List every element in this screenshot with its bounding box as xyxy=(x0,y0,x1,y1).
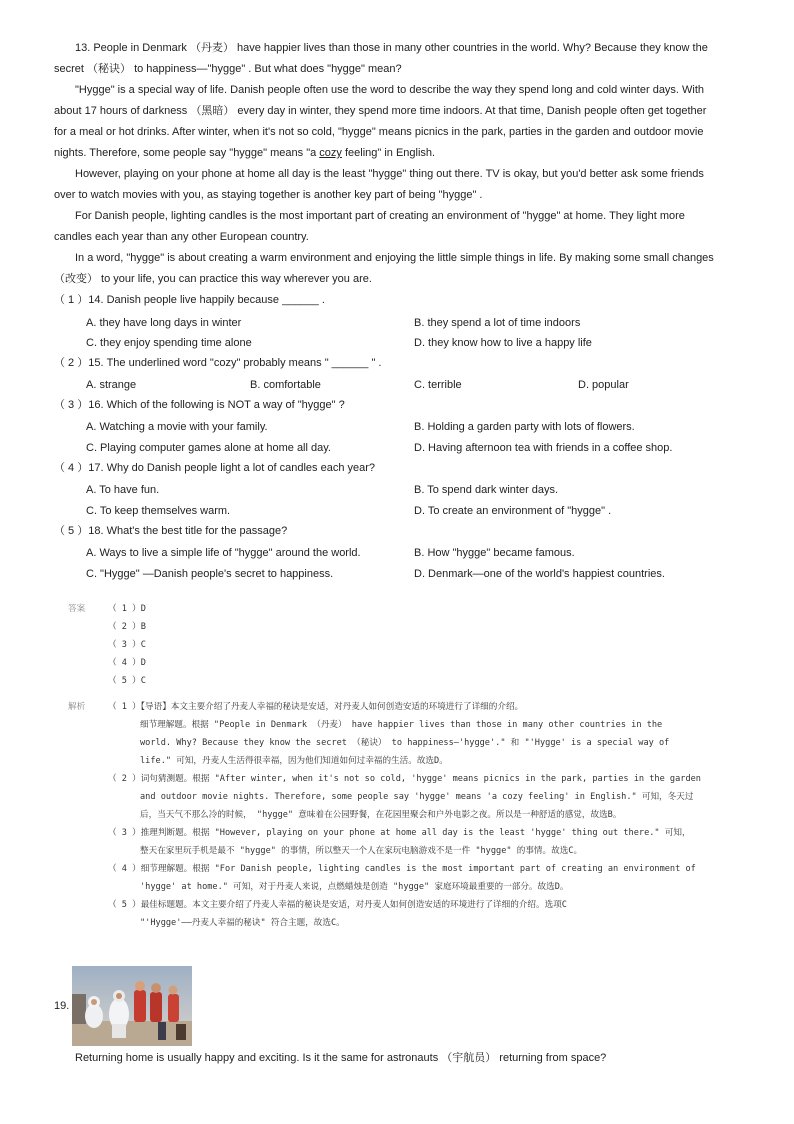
analysis-line: life." 可知，丹麦人生活得很幸福，因为他们知道如何过幸福的生活。故选D。 xyxy=(140,756,448,766)
analysis-line: and outdoor movie nights. Therefore, some people say 'hygge' means 'a cozy feeling' in English." 可知，冬天过 xyxy=(140,792,694,802)
option-a[interactable]: A. To have fun. xyxy=(86,484,160,496)
analysis-line: "'Hygge'——丹麦人幸福的秘诀" 符合主题，故选C。 xyxy=(140,918,345,928)
analysis-line: 细节理解题。根据 "People in Denmark （丹麦） have happier lives than those in many other countries in the xyxy=(140,720,663,730)
passage-line: （改变） to your life, you can practice this way wherever you are. xyxy=(54,273,372,285)
passage-text: feeling" in English. xyxy=(341,147,436,159)
question-stem: （ 4 ）17. Why do Danish people light a lot of candles each year? xyxy=(54,462,376,474)
question-number: 19. xyxy=(54,1000,70,1012)
option-c[interactable]: C. they enjoy spending time alone xyxy=(86,337,252,349)
option-c[interactable]: C. "Hygge" —Danish people's secret to happiness. xyxy=(86,568,334,580)
passage-line: "Hygge" is a special way of life. Danish people often use the word to describe the way they spend long and cold winter days. With xyxy=(75,84,705,96)
option-b[interactable]: B. they spend a lot of time indoors xyxy=(414,317,581,329)
analysis-line: （ 3 ）推理判断题。根据 "However, playing on your phone at home all day is the least 'hygge' thing out there." 可知， xyxy=(108,828,691,838)
passage-line: for a meal or hot drinks. After winter, when it's not so cold, "hygge" means picnics in the park, parties in the garden and outdoor movie xyxy=(54,126,704,138)
option-c[interactable]: C. To keep themselves warm. xyxy=(86,505,231,517)
passage-line: candles each year than any other European country. xyxy=(54,231,309,243)
answer-item: （ 4 ）D xyxy=(108,658,146,668)
analysis-line: 'hygge' at home." 可知，对于丹麦人来说，点燃蜡烛是创造 "hygge" 家庭环境最重要的一部分。故选D。 xyxy=(140,882,569,892)
analysis-line: （ 1 ）【导语】本文主要介绍了丹麦人幸福的秘诀是安适，对丹麦人如何创造安适的环境进行了详细的介绍。 xyxy=(108,702,524,712)
option-b[interactable]: B. comfortable xyxy=(250,379,321,391)
passage-line: over to watch movies with you, as staying together is another key part of being "hygge" . xyxy=(54,189,483,201)
analysis-line: （ 2 ）词句猜测题。根据 "After winter, when it's not so cold, 'hygge' means picnics in the park, parties in the garden xyxy=(108,774,701,784)
option-a[interactable]: A. strange xyxy=(86,379,137,391)
passage-line: For Danish people, lighting candles is the most important part of creating an environment of "hygge" at home. They light more xyxy=(75,210,685,222)
question-stem: （ 5 ）18. What's the best title for the passage? xyxy=(54,525,288,537)
option-a[interactable]: A. they have long days in winter xyxy=(86,317,242,329)
option-d[interactable]: D. popular xyxy=(578,379,629,391)
option-d[interactable]: D. To create an environment of "hygge" . xyxy=(414,505,612,517)
answer-item: （ 1 ）D xyxy=(108,604,146,614)
passage-line: secret （秘诀） to happiness—"hygge" . But what does "hygge" mean? xyxy=(54,63,402,75)
option-d[interactable]: D. Having afternoon tea with friends in a coffee shop. xyxy=(414,442,673,454)
analysis-line: （ 5 ）最佳标题题。本文主要介绍了丹麦人幸福的秘诀是安适，对丹麦人如何创造安适的环境进行了详细的介绍。选项C xyxy=(108,900,567,910)
answer-label: 答案 xyxy=(68,604,86,614)
option-c[interactable]: C. Playing computer games alone at home all day. xyxy=(86,442,331,454)
analysis-line: 后，当天气不那么冷的时候， "hygge" 意味着在公园野餐，在花园里聚会和户外电影之夜。所以是一种舒适的感觉，故选B。 xyxy=(140,810,622,820)
underlined-word-cozy: cozy xyxy=(319,147,342,159)
question-stem: （ 1 ）14. Danish people live happily because ______ . xyxy=(54,294,325,306)
passage-line: about 17 hours of darkness （黑暗） every day in winter, they spend more time indoors. At that time, Danish people often get together xyxy=(54,105,707,117)
option-b[interactable]: B. Holding a garden party with lots of flowers. xyxy=(414,421,635,433)
question-stem: （ 3 ）16. Which of the following is NOT a way of "hygge" ? xyxy=(54,399,345,411)
analysis-line: 整天在家里玩手机是最不 "hygge" 的事情，所以整天一个人在家玩电脑游戏不是一件 "hygge" 的事情。故选C。 xyxy=(140,846,583,856)
option-b[interactable]: B. To spend dark winter days. xyxy=(414,484,559,496)
passage-text: nights. Therefore, some people say "hygge" means "a xyxy=(54,147,320,159)
option-d[interactable]: D. they know how to live a happy life xyxy=(414,337,592,349)
answer-item: （ 5 ）C xyxy=(108,676,146,686)
option-b[interactable]: B. How "hygge" became famous. xyxy=(414,547,575,559)
passage-line: In a word, "hygge" is about creating a warm environment and enjoying the little simple things in life. By making some small changes xyxy=(75,252,714,264)
passage-line xyxy=(54,143,435,164)
option-a[interactable]: A. Ways to live a simple life of "hygge" around the world. xyxy=(86,547,361,559)
passage-line: 13. People in Denmark （丹麦） have happier lives than those in many other countries in the world. Why? Because they know the xyxy=(75,42,708,54)
analysis-line: （ 4 ）细节理解题。根据 "For Danish people, lighting candles is the most important part of creating an environment of xyxy=(108,864,696,874)
option-c[interactable]: C. terrible xyxy=(414,379,462,391)
question-text: Returning home is usually happy and exciting. Is it the same for astronauts （宇航员） returning from space? xyxy=(75,1052,607,1064)
passage-line: However, playing on your phone at home all day is the least "hygge" thing out there. TV is okay, but you'd better ask some friends xyxy=(75,168,704,180)
question-stem: （ 2 ）15. The underlined word "cozy" probably means " ______ " . xyxy=(54,357,382,369)
option-d[interactable]: D. Denmark—one of the world's happiest countries. xyxy=(414,568,665,580)
answer-item: （ 3 ）C xyxy=(108,640,146,650)
analysis-line: world. Why? Because they know the secret （秘诀） to happiness—'hygge'." 和 "'Hygge' is a special way of xyxy=(140,738,670,748)
option-a[interactable]: A. Watching a movie with your family. xyxy=(86,421,268,433)
astronauts-photo xyxy=(72,966,192,1046)
analysis-label: 解析 xyxy=(68,702,86,712)
answer-item: （ 2 ）B xyxy=(108,622,146,632)
